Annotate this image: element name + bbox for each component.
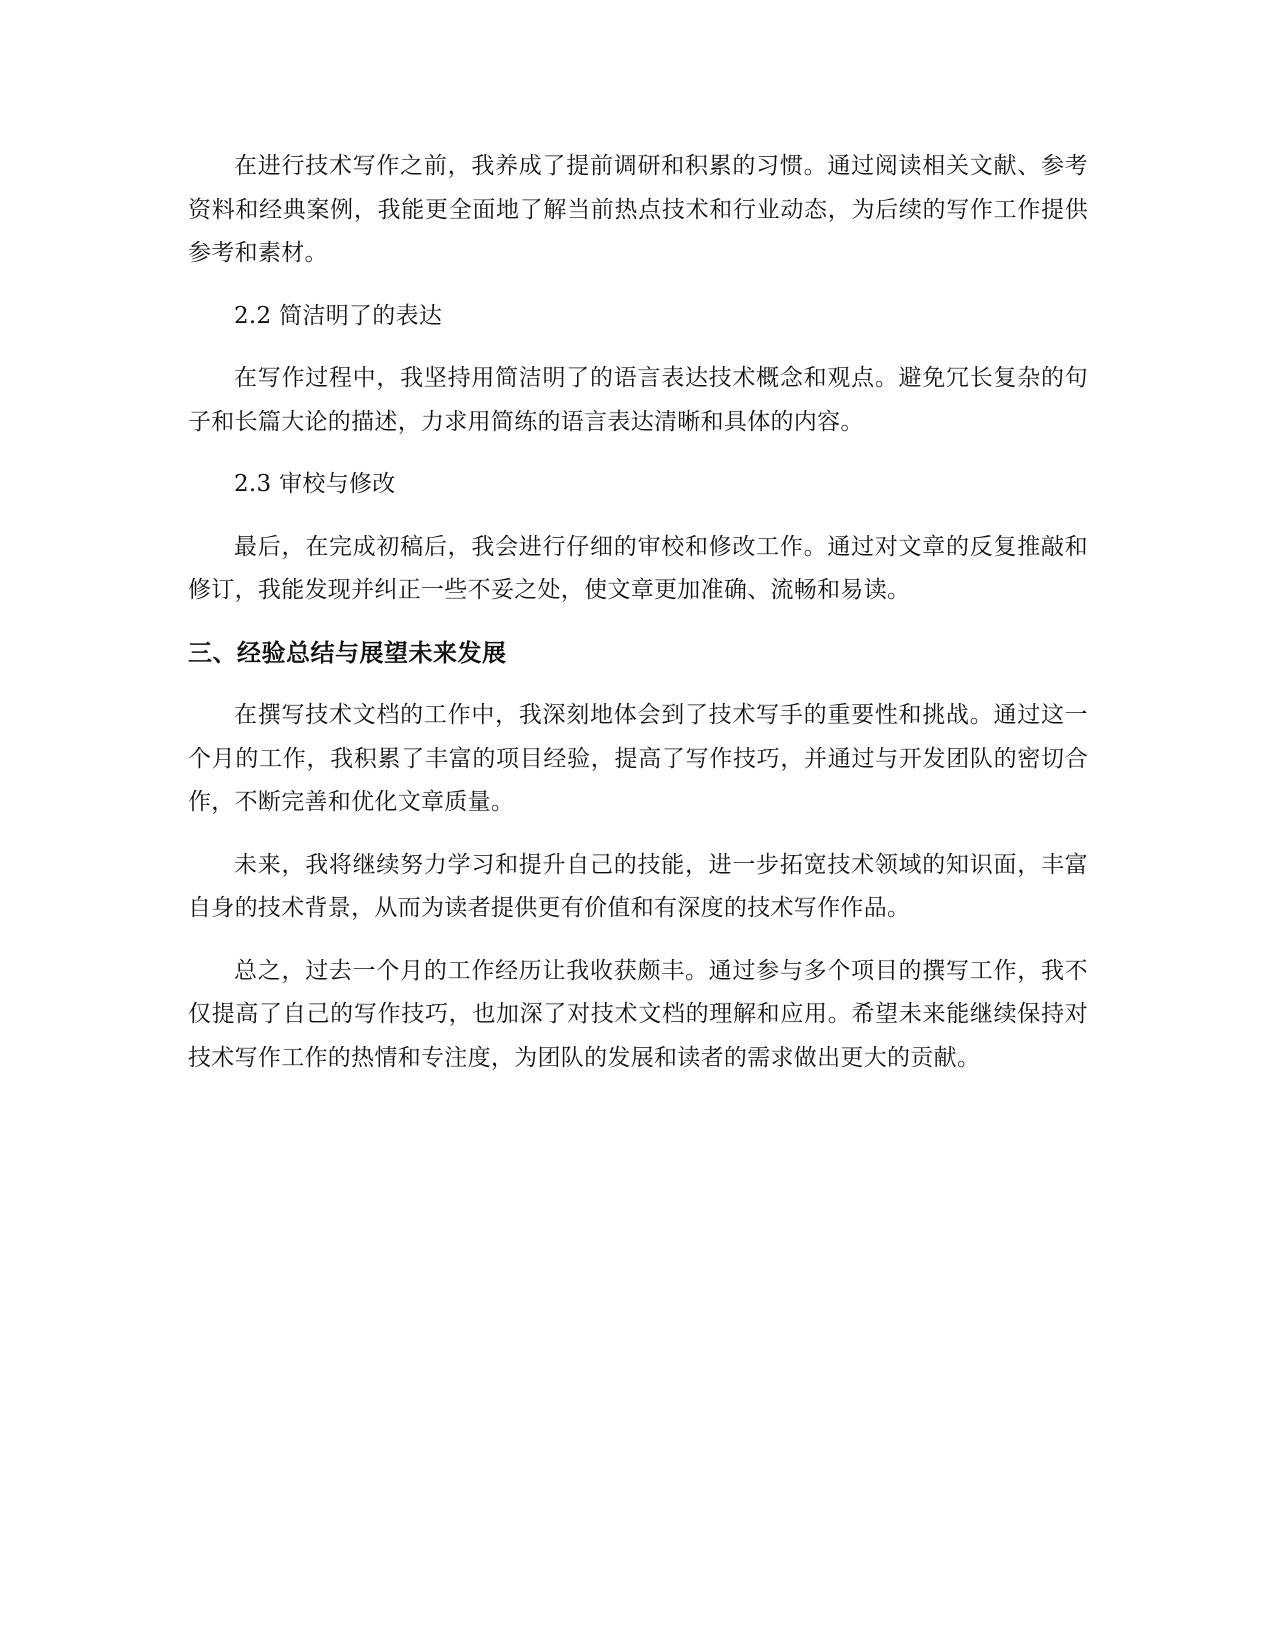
paragraph-conclusion: 总之，过去一个月的工作经历让我收获颇丰。通过参与多个项目的撰写工作，我不仅提高了自己的写作技巧，也加深了对技术文档的理解和应用。希望未来能继续保持对技术写作工作的热情和专注度，为团队的发展和读者的需求做出更大的贡献。	[188, 957, 1088, 1071]
paragraph-experience: 在撰写技术文档的工作中，我深刻地体会到了技术写手的重要性和挑战。通过这一个月的工作，我积累了丰富的项目经验，提高了写作技巧，并通过与开发团队的密切合作，不断完善和优化文章质量。	[188, 702, 1088, 815]
document-body	[188, 145, 1088, 1099]
paragraph-future: 未来，我将继续努力学习和提升自己的技能，进一步拓宽技术领域的知识面，丰富自身的技术背景，从而为读者提供更有价值和有深度的技术写作作品。	[188, 851, 1088, 921]
paragraph-research-habit: 在进行技术写作之前，我养成了提前调研和积累的习惯。通过阅读相关文献、参考资料和经典案例，我能更全面地了解当前热点技术和行业动态，为后续的写作工作提供参考和素材。	[188, 153, 1088, 266]
subheading-review-revision: 2.3 审校与修改	[234, 471, 396, 497]
paragraph-review-revision: 最后，在完成初稿后，我会进行仔细的审校和修改工作。通过对文章的反复推敲和修订，我能发现并纠正一些不妥之处，使文章更加准确、流畅和易读。	[188, 533, 1088, 603]
subheading-concise-expression: 2.2 简洁明了的表达	[234, 302, 443, 329]
paragraph-concise-expression: 在写作过程中，我坚持用简洁明了的语言表达技术概念和观点。避免冗长复杂的句子和长篇大论的描述，力求用简练的语言表达清晰和具体的内容。	[188, 365, 1088, 435]
section-heading-summary-outlook: 三、经验总结与展望未来发展	[188, 638, 507, 667]
